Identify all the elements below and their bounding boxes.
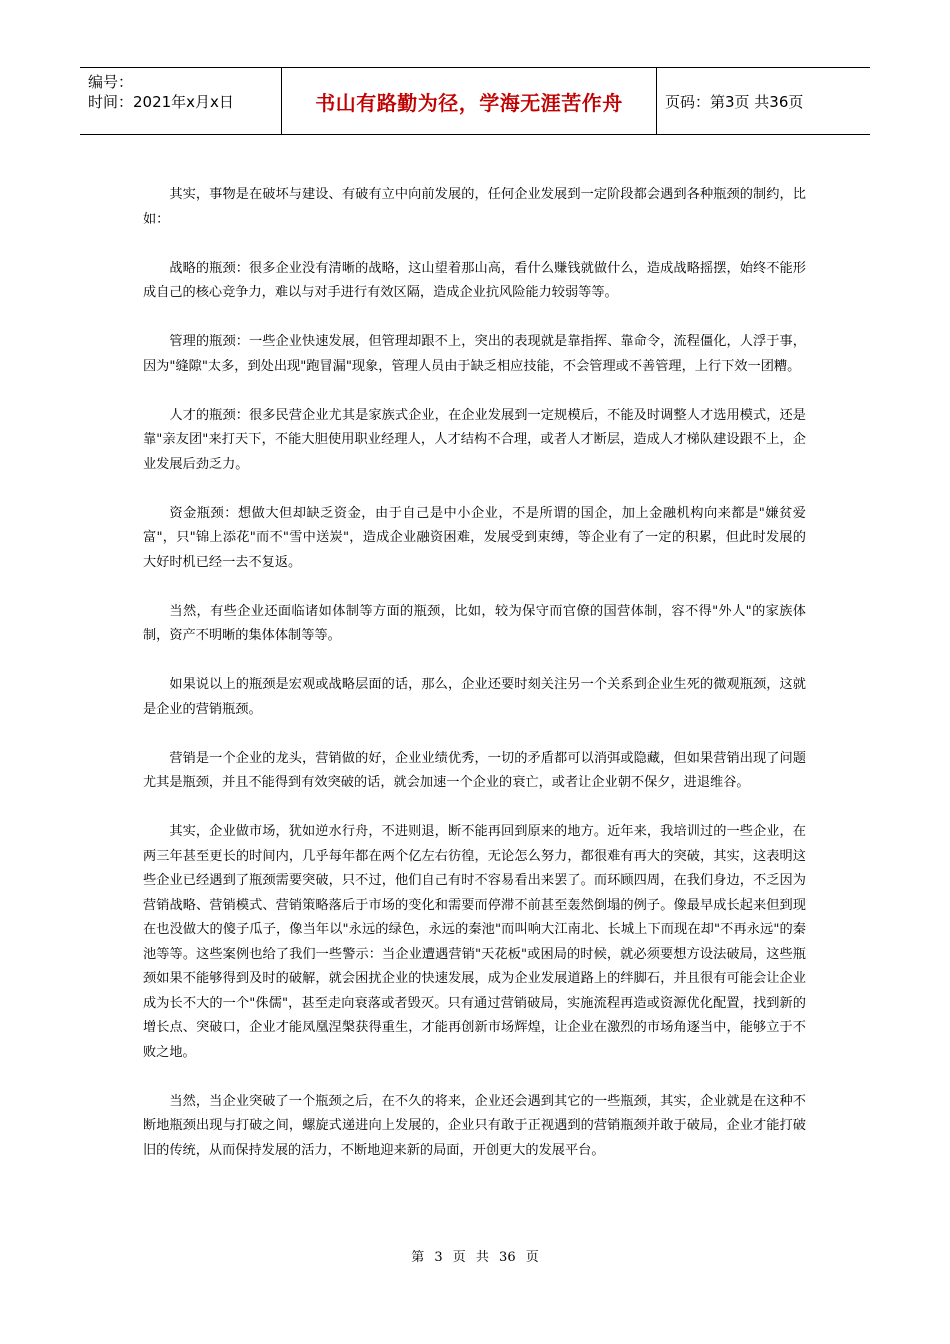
header-motto: 书山有路勤为径，学海无涯苦作舟 bbox=[282, 68, 657, 134]
page-footer: 第 3 页 共 36 页 bbox=[411, 1250, 539, 1265]
paragraph: 当然，当企业突破了一个瓶颈之后，在不久的将来，企业还会遇到其它的一些瓶颈，其实，企业就是在这种不断地瓶颈出现与打破之间，螺旋式递进向上发展的，企业只有敢于正视遇到的营销瓶颈并敢于破局，企业才能打破旧的传统，从而保持发展的活力，不断地迎来新的局面，开创更大的发展平台。 bbox=[143, 1093, 806, 1158]
paragraph: 当然，有些企业还面临诸如体制等方面的瓶颈，比如，较为保守而官僚的国营体制，容不得"外人"的家族体制，资产不明晰的集体体制等等。 bbox=[143, 603, 806, 643]
paragraph: 其实，企业做市场，犹如逆水行舟，不进则退，断不能再回到原来的地方。近年来，我培训过的一些企业，在两三年甚至更长的时间内，几乎每年都在两个亿左右彷徨，无论怎么努力，都很难有再大的突破，其实，这表明这些企业已经遇到了瓶颈需要突破，只不过，他们自己有时不容易看出来罢了。而环顾四周，在我们身边，不乏因为营销战略、营销模式、营销策略落后于市场的变化和需要而停滞不前甚至轰然倒塌的例子。像最早成长起来但到现在也没做大的傻子瓜子，像当年以"永远的绿色，永远的秦池"而叫响大江南北、长城上下而现在却"不再永远"的秦池等等。这些案例也给了我们一些警示：当企业遭遇营销"天花板"或困局的时候，就必须要想方设法破局，这些瓶颈如果不能够得到及时的破解，就会困扰企业的快速发展，成为企业发展道路上的绊脚石，并且很有可能会让企业成为长不大的一个"侏儒"，甚至走向衰落或者毁灭。只有通过营销破局，实施流程再造或资源优化配置，找到新的增长点、突破口，企业才能凤凰涅槃获得重生，才能再创新市场辉煌，让企业在激烈的市场角逐当中，能够立于不败之地。 bbox=[143, 824, 806, 1060]
header-page-info: 页码：第3页 共36页 bbox=[665, 92, 804, 111]
paragraph: 管理的瓶颈：一些企业快速发展，但管理却跟不上，突出的表现就是靠指挥、靠命令，流程僵化，人浮于事，因为"缝隙"太多，到处出现"跑冒漏"现象，管理人员由于缺乏相应技能，不会管理或不善管理，上行下效一团糟。 bbox=[143, 334, 806, 374]
document-date: 时间：2021年x月x日 bbox=[88, 93, 234, 111]
page-header bbox=[80, 67, 870, 135]
paragraph: 资金瓶颈：想做大但却缺乏资金，由于自己是中小企业，不是所谓的国企，加上金融机构向来都是"嫌贫爱富"，只"锦上添花"而不"雪中送炭"，造成企业融资困难，发展受到束缚，等企业有了一定的积累，但此时发展的大好时机已经一去不复返。 bbox=[143, 505, 806, 570]
paragraph: 人才的瓶颈：很多民营企业尤其是家族式企业，在企业发展到一定规模后，不能及时调整人才选用模式，还是靠"亲友团"来打天下，不能大胆使用职业经理人，人才结构不合理，或者人才断层，造成人才梯队建设跟不上，企业发展后劲乏力。 bbox=[143, 407, 806, 472]
paragraph: 战略的瓶颈：很多企业没有清晰的战略，这山望着那山高，看什么赚钱就做什么，造成战略摇摆，始终不能形成自己的核心竞争力，难以与对手进行有效区隔，造成企业抗风险能力较弱等等。 bbox=[143, 260, 806, 300]
paragraph: 其实，事物是在破坏与建设、有破有立中向前发展的，任何企业发展到一定阶段都会遇到各种瓶颈的制约，比如： bbox=[143, 187, 806, 227]
document-number-label: 编号： bbox=[88, 73, 134, 91]
document-body bbox=[143, 183, 806, 1188]
header-meta bbox=[80, 68, 282, 134]
paragraph: 如果说以上的瓶颈是宏观或战略层面的话，那么，企业还要时刻关注另一个关系到企业生死的微观瓶颈，这就是企业的营销瓶颈。 bbox=[143, 677, 806, 717]
paragraph: 营销是一个企业的龙头，营销做的好，企业业绩优秀，一切的矛盾都可以消弭或隐藏，但如果营销出现了问题尤其是瓶颈，并且不能得到有效突破的话，就会加速一个企业的衰亡，或者让企业朝不保夕，进退维谷。 bbox=[143, 750, 806, 790]
